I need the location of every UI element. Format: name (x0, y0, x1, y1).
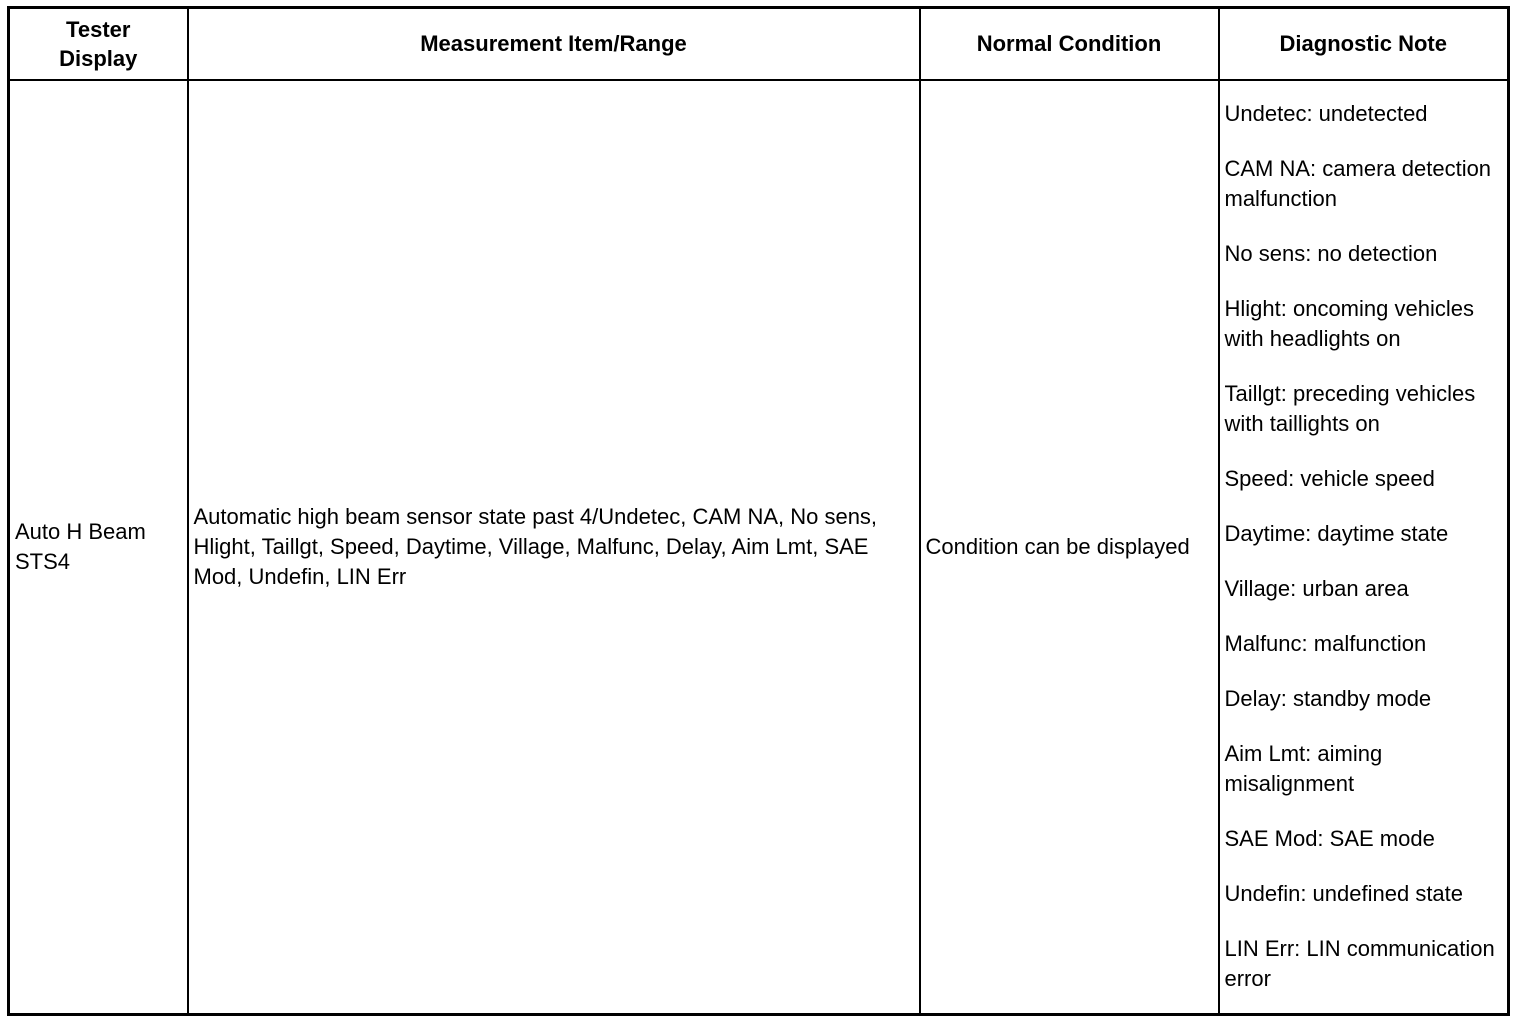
header-diagnostic-note: Diagnostic Note (1219, 8, 1509, 80)
diagnostic-note-item: Speed: vehicle speed (1224, 466, 1435, 492)
header-measurement-item-range: Measurement Item/Range (188, 8, 920, 80)
cell-tester-display (9, 80, 188, 1015)
diagnostic-note-item: LIN Err: LIN communication error (1224, 936, 1495, 992)
diagnostic-note-item: Village: urban area (1224, 576, 1409, 602)
normal-condition-value: Condition can be displayed (925, 533, 1190, 559)
header-normal-condition: Normal Condition (920, 8, 1219, 80)
diagnostic-note-item: CAM NA: camera detection malfunction (1224, 156, 1492, 212)
diagnostic-note-item: Hlight: oncoming vehicles with headlights on (1224, 296, 1474, 352)
diagnostic-note-item: SAE Mod: SAE mode (1224, 826, 1435, 852)
header-tester-display-text: Tester Display (59, 16, 138, 71)
diagnostic-note-item: Daytime: daytime state (1224, 521, 1449, 547)
diagnostic-note-item: Taillgt: preceding vehicles with taillights on (1224, 381, 1476, 437)
diagnostic-note-item: Malfunc: malfunction (1224, 631, 1427, 657)
tester-display-value: Auto H Beam STS4 (15, 518, 146, 574)
cell-diagnostic-notes (1219, 80, 1509, 1015)
diagnostic-data-table (7, 6, 1510, 1016)
diagnostic-note-item: Undetec: undetected (1224, 101, 1428, 127)
measurement-value: Automatic high beam sensor state past 4/Undetec, CAM NA, No sens, Hlight, Taillgt, Speed, Daytime, Village, Malfunc, Delay, Aim Lmt, SAE Mod, Undefin, LIN Err (193, 503, 878, 589)
header-row (9, 8, 1509, 80)
diagnostic-note-item: Undefin: undefined state (1224, 881, 1464, 907)
diagnostic-note-item: Delay: standby mode (1224, 686, 1432, 712)
diagnostic-note-item: No sens: no detection (1224, 241, 1438, 267)
cell-normal-condition (920, 80, 1219, 1015)
cell-measurement-item-range (188, 80, 920, 1015)
table-row (9, 80, 1509, 1015)
diagnostic-note-item: Aim Lmt: aiming misalignment (1224, 741, 1383, 797)
header-tester-display (9, 8, 188, 80)
